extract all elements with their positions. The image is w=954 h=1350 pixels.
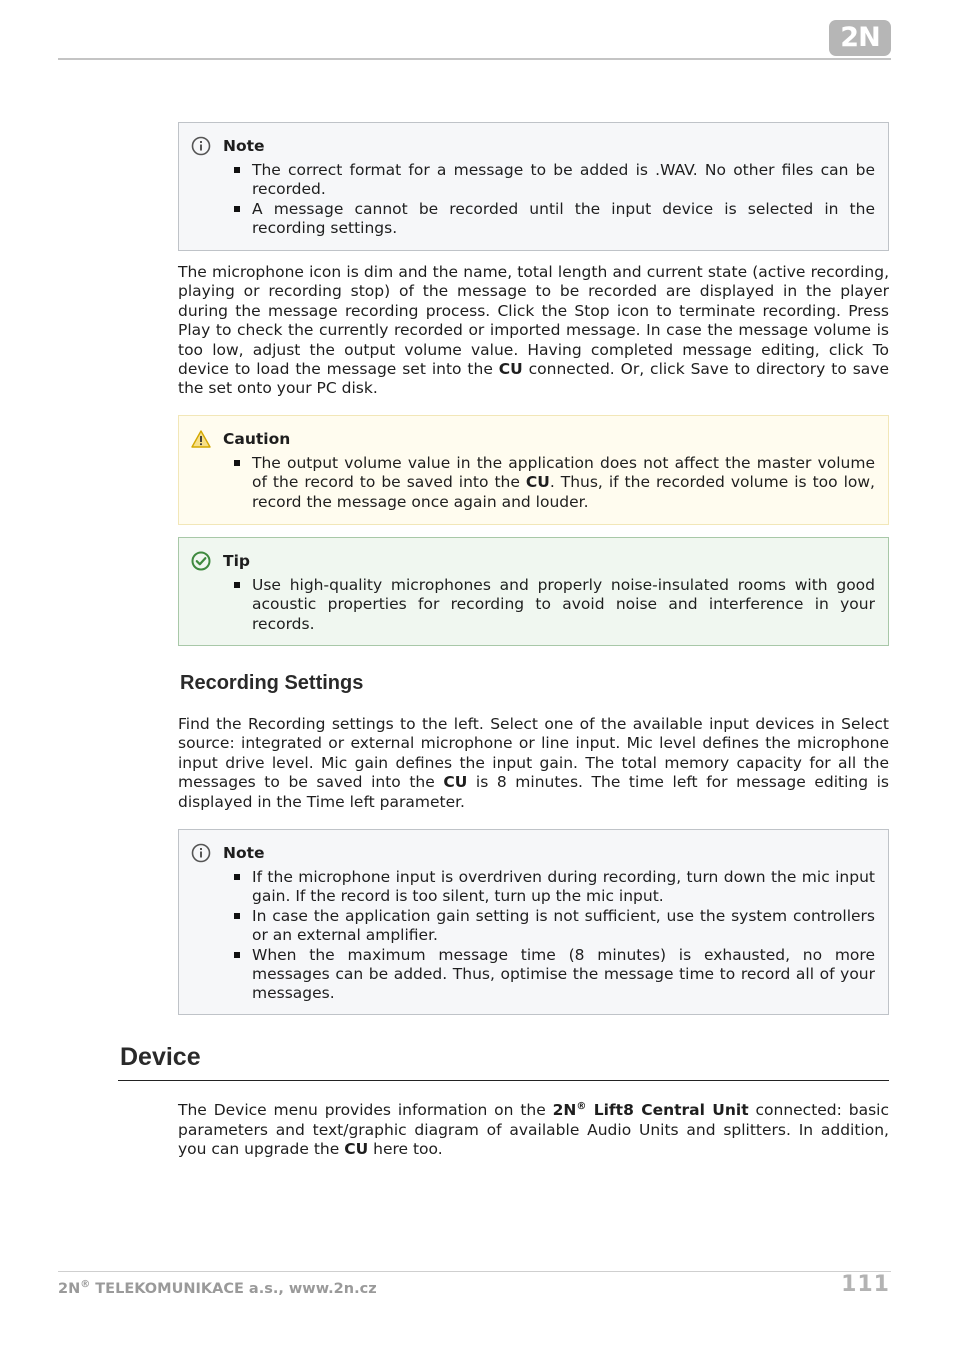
caution-box [178,415,889,525]
header-rule [58,58,891,60]
note-list [252,868,875,1004]
caution-header [191,428,290,450]
note-box-gain [178,829,889,1015]
info-icon [191,136,211,156]
tip-box [178,537,889,646]
note-item: If the microphone input is overdriven during recording, turn down the mic input gain. If the record is too silent, turn up the mic input. [252,868,875,906]
note-item: A message cannot be recorded until the input device is selected in the recording settings. [252,199,875,238]
tip-header [191,550,250,572]
device-paragraph: The Device menu provides information on the 2N® Lift8 Central Unit connected: basic parameters and text/graphic diagram of available Audio Units and splitters. In addition, you can upgrade the CU here too. [178,1101,889,1158]
device-heading-rule [118,1080,889,1081]
player-paragraph: The microphone icon is dim and the name, total length and current state (active recording, playing or recording stop) of the message to be recorded are displayed in the player during the message recording process. Click the Stop icon to terminate recording. Press Play to check the currently recorded or imported message. In case the message volume is too low, adjust the output volume value. Having completed message editing, click To device to load the message set into the CU connected. Or, click Save to directory to save the set onto your PC disk. [178,263,889,398]
note-header [191,135,265,157]
brand-logo: 2N [829,20,891,56]
footer-rule [58,1271,891,1272]
footer-company: 2N® TELEKOMUNIKACE a.s., www.2n.cz [58,1279,377,1297]
note-box-format [178,122,889,251]
warning-icon [191,429,211,449]
info-icon [191,843,211,863]
recording-settings-heading: Recording Settings [180,672,364,694]
tip-list [252,576,875,634]
note-title: Note [223,844,265,862]
tip-title: Tip [223,552,250,570]
device-heading: Device [120,1043,201,1071]
caution-title: Caution [223,430,291,448]
recording-settings-paragraph: Find the Recording settings to the left. Select one of the available input devices in Select source: integrated or external microphone or line input. Mic level defines the microphone input drive level. Mic gain defines the input gain. The total memory capacity for all the messages to be saved into the CU is 8 minutes. The time left for message editing is displayed in the Time left parameter. [178,715,889,811]
note-title: Note [223,137,265,155]
note-item: In case the application gain setting is not sufficient, use the system controllers or an external amplifier. [252,906,875,945]
note-item: The correct format for a message to be added is .WAV. No other files can be recorded. [252,161,875,199]
page-number: 111 [841,1272,890,1297]
check-icon [191,551,211,571]
note-header [191,842,265,864]
caution-item: The output volume value in the application does not affect the master volume of the record to be saved into the CU. Thus, if the recorded volume is too low, record the message once again and louder. [252,454,875,511]
caution-list [252,454,875,512]
note-list [252,161,875,239]
tip-item: Use high-quality microphones and properly noise-insulated rooms with good acoustic properties for recording to avoid noise and interference in your records. [252,576,875,633]
note-item: When the maximum message time (8 minutes) is exhausted, no more messages can be added. Thus, optimise the message time to record all of your messages. [252,945,875,1003]
